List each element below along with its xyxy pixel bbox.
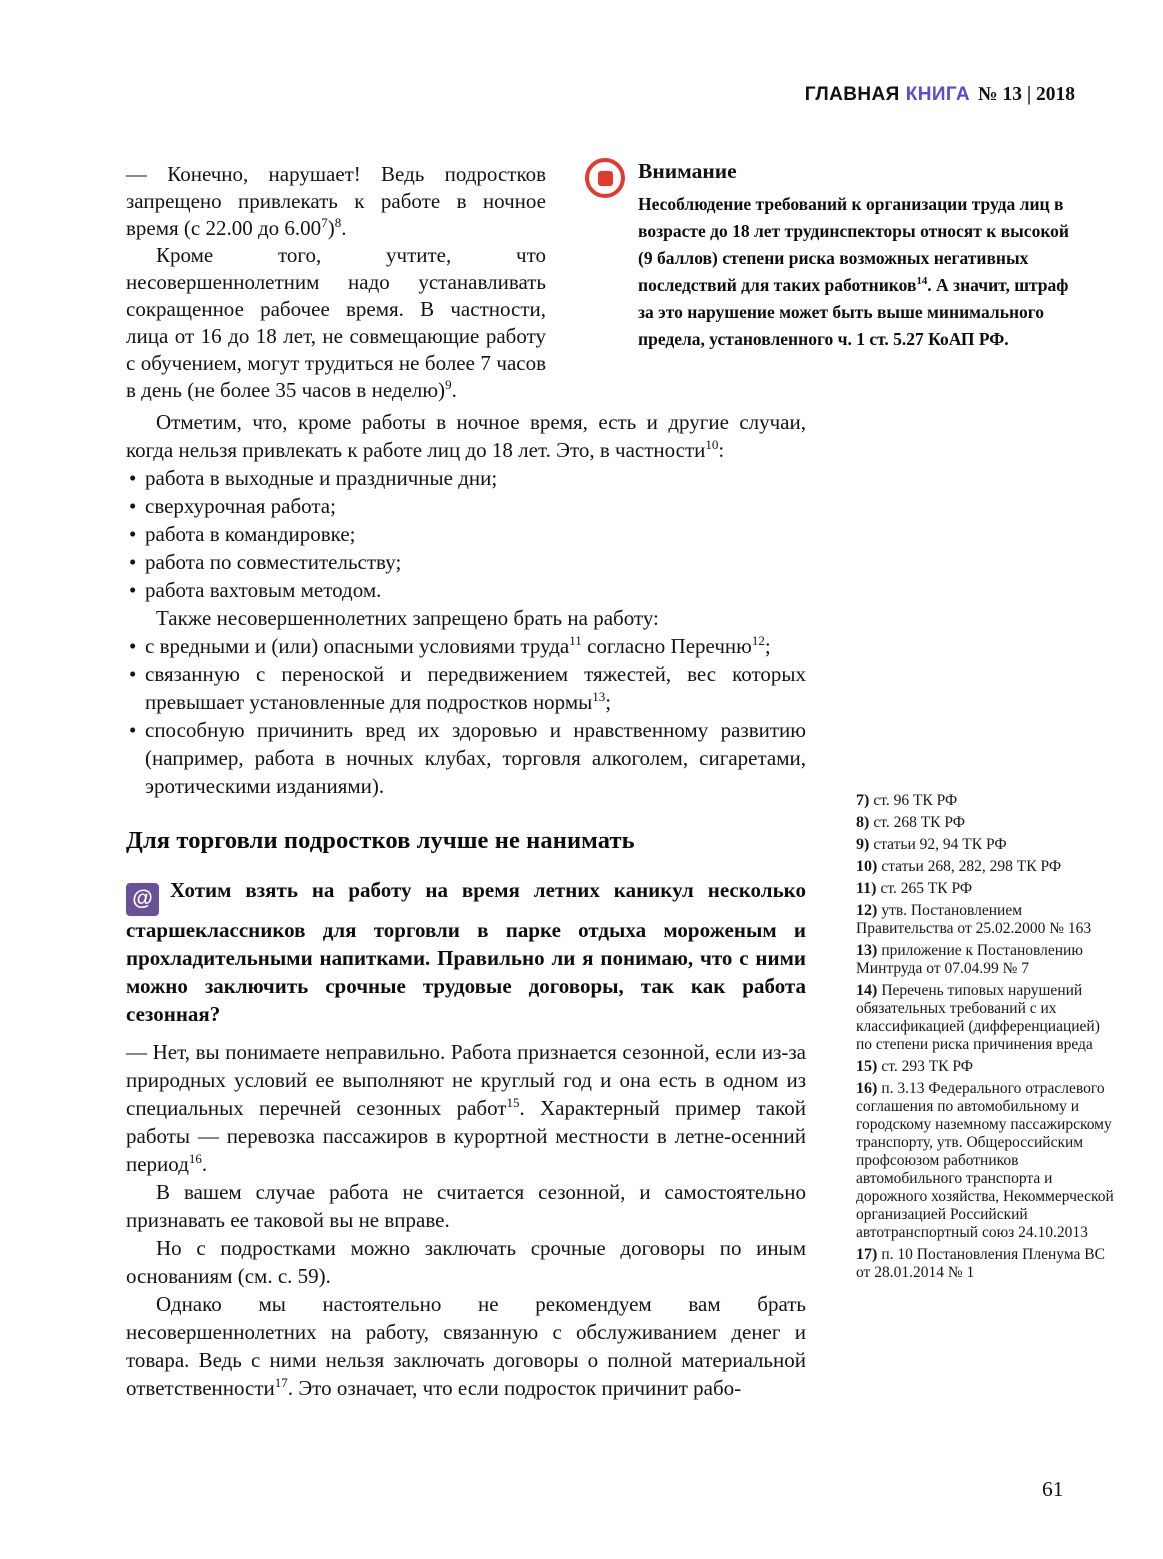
attention-text: Несоблюдение требований к организации труда лиц в возрасте до 18 лет трудинспекторы относят к высокой (9 баллов) степени риска возможных негативных последствий для таких работников$^{14}$. А значит, штраф за это нарушение может быть выше минимального предела, установленного ч. 1 ст. 5.27 КоАП РФ. — [638, 194, 1070, 349]
footnote-text: статьи 92, 94 ТК РФ — [873, 836, 1007, 853]
answer-paragraph: В вашем случае работа не считается сезонной, и самостоятельно признавать ее таковой вы не вправе. — [126, 1179, 806, 1232]
attention-icon — [585, 158, 625, 198]
question-text: Хотим взять на работу на время летних каникул несколько старшеклассников для торговли в парке отдыха мороженым и прохладительными напитками. Правильно ли я понимаю, что с ними можно заключить срочные трудовые договоры, так как работа сезонная? — [126, 878, 806, 1026]
footnote — [856, 880, 1119, 898]
answer-paragraph: — Нет, вы понимаете неправильно. Работа признается сезонной, если из-за природных условий ее выполняют не круглый год и она есть в одном из специальных перечней сезонных работ$^{15}$. Характерный пример такой работы — перевозка пассажиров в курортной местности в летне-осенний период$^{16}$. — [126, 1039, 806, 1176]
question-paragraph — [126, 876, 806, 1028]
footnote-number: 13) — [856, 942, 878, 959]
paragraph-also-forbidden: Также несовершеннолетних запрещено брать на работу: — [156, 606, 659, 630]
footnote-text: ст. 265 ТК РФ — [880, 880, 973, 897]
footnote-text: приложение к Постановлению Минтруда от 07.04.99 № 7 — [856, 942, 1083, 977]
footnote-text: Перечень типовых нарушений обязательных требований с их классификацией (дифференциацией) по степени риска причинения вреда — [856, 982, 1100, 1053]
footnotes-column — [856, 792, 1119, 1286]
footnote — [856, 982, 1119, 1054]
footnote — [856, 1058, 1119, 1076]
answer-paragraph: Но с подростками можно заключать срочные договоры по иным основаниям (см. с. 59). — [126, 1235, 806, 1288]
footnote — [856, 902, 1119, 938]
footnote-number: 11) — [856, 880, 877, 897]
footnote — [856, 836, 1119, 854]
list-item: • работа в выходные и праздничные дни; — [126, 464, 806, 492]
footnote-text: статьи 268, 282, 298 ТК РФ — [881, 858, 1062, 875]
answer-paragraph: Однако мы настоятельно не рекомендуем вам брать несовершеннолетних на работу, связанную с обслуживанием денег и товара. Ведь с ними нельзя заключать договоры о полной материальной ответственности$^{17}$. Это означает, что если подросток причинит рабо- — [126, 1291, 806, 1400]
attention-box — [585, 156, 1078, 353]
footnote — [856, 942, 1119, 978]
footnote — [856, 814, 1119, 832]
footnote — [856, 792, 1119, 810]
list-item: • способную причинить вред их здоровью и нравственному развитию (например, работа в ночных клубах, торговля алкоголем, сигаретами, эротическими изданиями). — [126, 716, 806, 800]
footnote-number: 8) — [856, 814, 870, 831]
list-item: • работа вахтовым методом. — [126, 576, 806, 604]
issue-number: № 13 | 2018 — [977, 84, 1075, 105]
paragraph-night-work: — Конечно, нарушает! Ведь подростков запрещено привлекать к работе в ночное время (с 22.00 до 6.00$^7$)$^8$. — [126, 162, 546, 240]
list-item: • сверхурочная работа; — [126, 492, 806, 520]
page-header — [0, 84, 1075, 106]
attention-icon-square — [598, 171, 613, 186]
page-number: 61 — [1042, 1477, 1064, 1501]
paragraph-other-cases: Отметим, что, кроме работы в ночное время, есть и другие случаи, когда нельзя привлекать к работе лиц до 18 лет. Это, в частности$^{10}$: — [126, 410, 806, 462]
restrictions-list — [126, 464, 806, 604]
footnote — [856, 858, 1119, 876]
intro-column — [126, 161, 546, 404]
footnote — [856, 1246, 1119, 1282]
footnote — [856, 1080, 1119, 1242]
footnote-number: 7) — [856, 792, 870, 809]
footnote-number: 16) — [856, 1080, 878, 1097]
footnote-number: 14) — [856, 982, 878, 999]
footnote-text: ст. 96 ТК РФ — [873, 792, 958, 809]
section-heading: Для торговли подростков лучше не нанимать — [126, 827, 635, 854]
brand-name-purple: КНИГА — [905, 84, 970, 105]
at-icon: @ — [126, 883, 159, 916]
attention-content — [638, 156, 1078, 353]
forbidden-work-list — [126, 632, 806, 800]
footnote-text: утв. Постановлением Правительства от 25.02.2000 № 163 — [856, 902, 1092, 937]
attention-title: Внимание — [638, 159, 737, 183]
list-item: • с вредными и (или) опасными условиями труда$^{11}$ согласно Перечню$^{12}$; — [126, 632, 806, 660]
list-item: • работа в командировке; — [126, 520, 806, 548]
footnote-text: п. 3.13 Федерального отраслевого соглашения по автомобильному и городскому наземному пассажирскому транспорту, утв. Общероссийским профсоюзом работников автомобильного транспорта и дорожного хозяйства, Некоммерческой организацией Российский автотранспортный союз 24.10.2013 — [856, 1080, 1114, 1241]
footnote-number: 15) — [856, 1058, 878, 1075]
main-column — [126, 408, 806, 1402]
paragraph-reduced-hours: Кроме того, учтите, что несовершеннолетним надо устанавливать сокращенное рабочее время. В частности, лица от 16 до 18 лет, не совмещающие работу с обучением, могут трудиться не более 7 часов в день (не более 35 часов в неделю)$^9$. — [126, 243, 546, 402]
footnote-number: 17) — [856, 1246, 878, 1263]
footnote-text: ст. 293 ТК РФ — [881, 1058, 973, 1075]
footnote-text: ст. 268 ТК РФ — [873, 814, 965, 831]
list-item: • работа по совместительству; — [126, 548, 806, 576]
footnote-number: 10) — [856, 858, 878, 875]
brand-name-black: ГЛАВНАЯ — [804, 84, 900, 105]
footnote-text: п. 10 Постановления Пленума ВС от 28.01.2014 № 1 — [856, 1246, 1105, 1281]
footnote-number: 9) — [856, 836, 870, 853]
list-item: • связанную с переноской и передвижением тяжестей, вес которых превышает установленные для подростков нормы$^{13}$; — [126, 660, 806, 716]
footnote-number: 12) — [856, 902, 878, 919]
